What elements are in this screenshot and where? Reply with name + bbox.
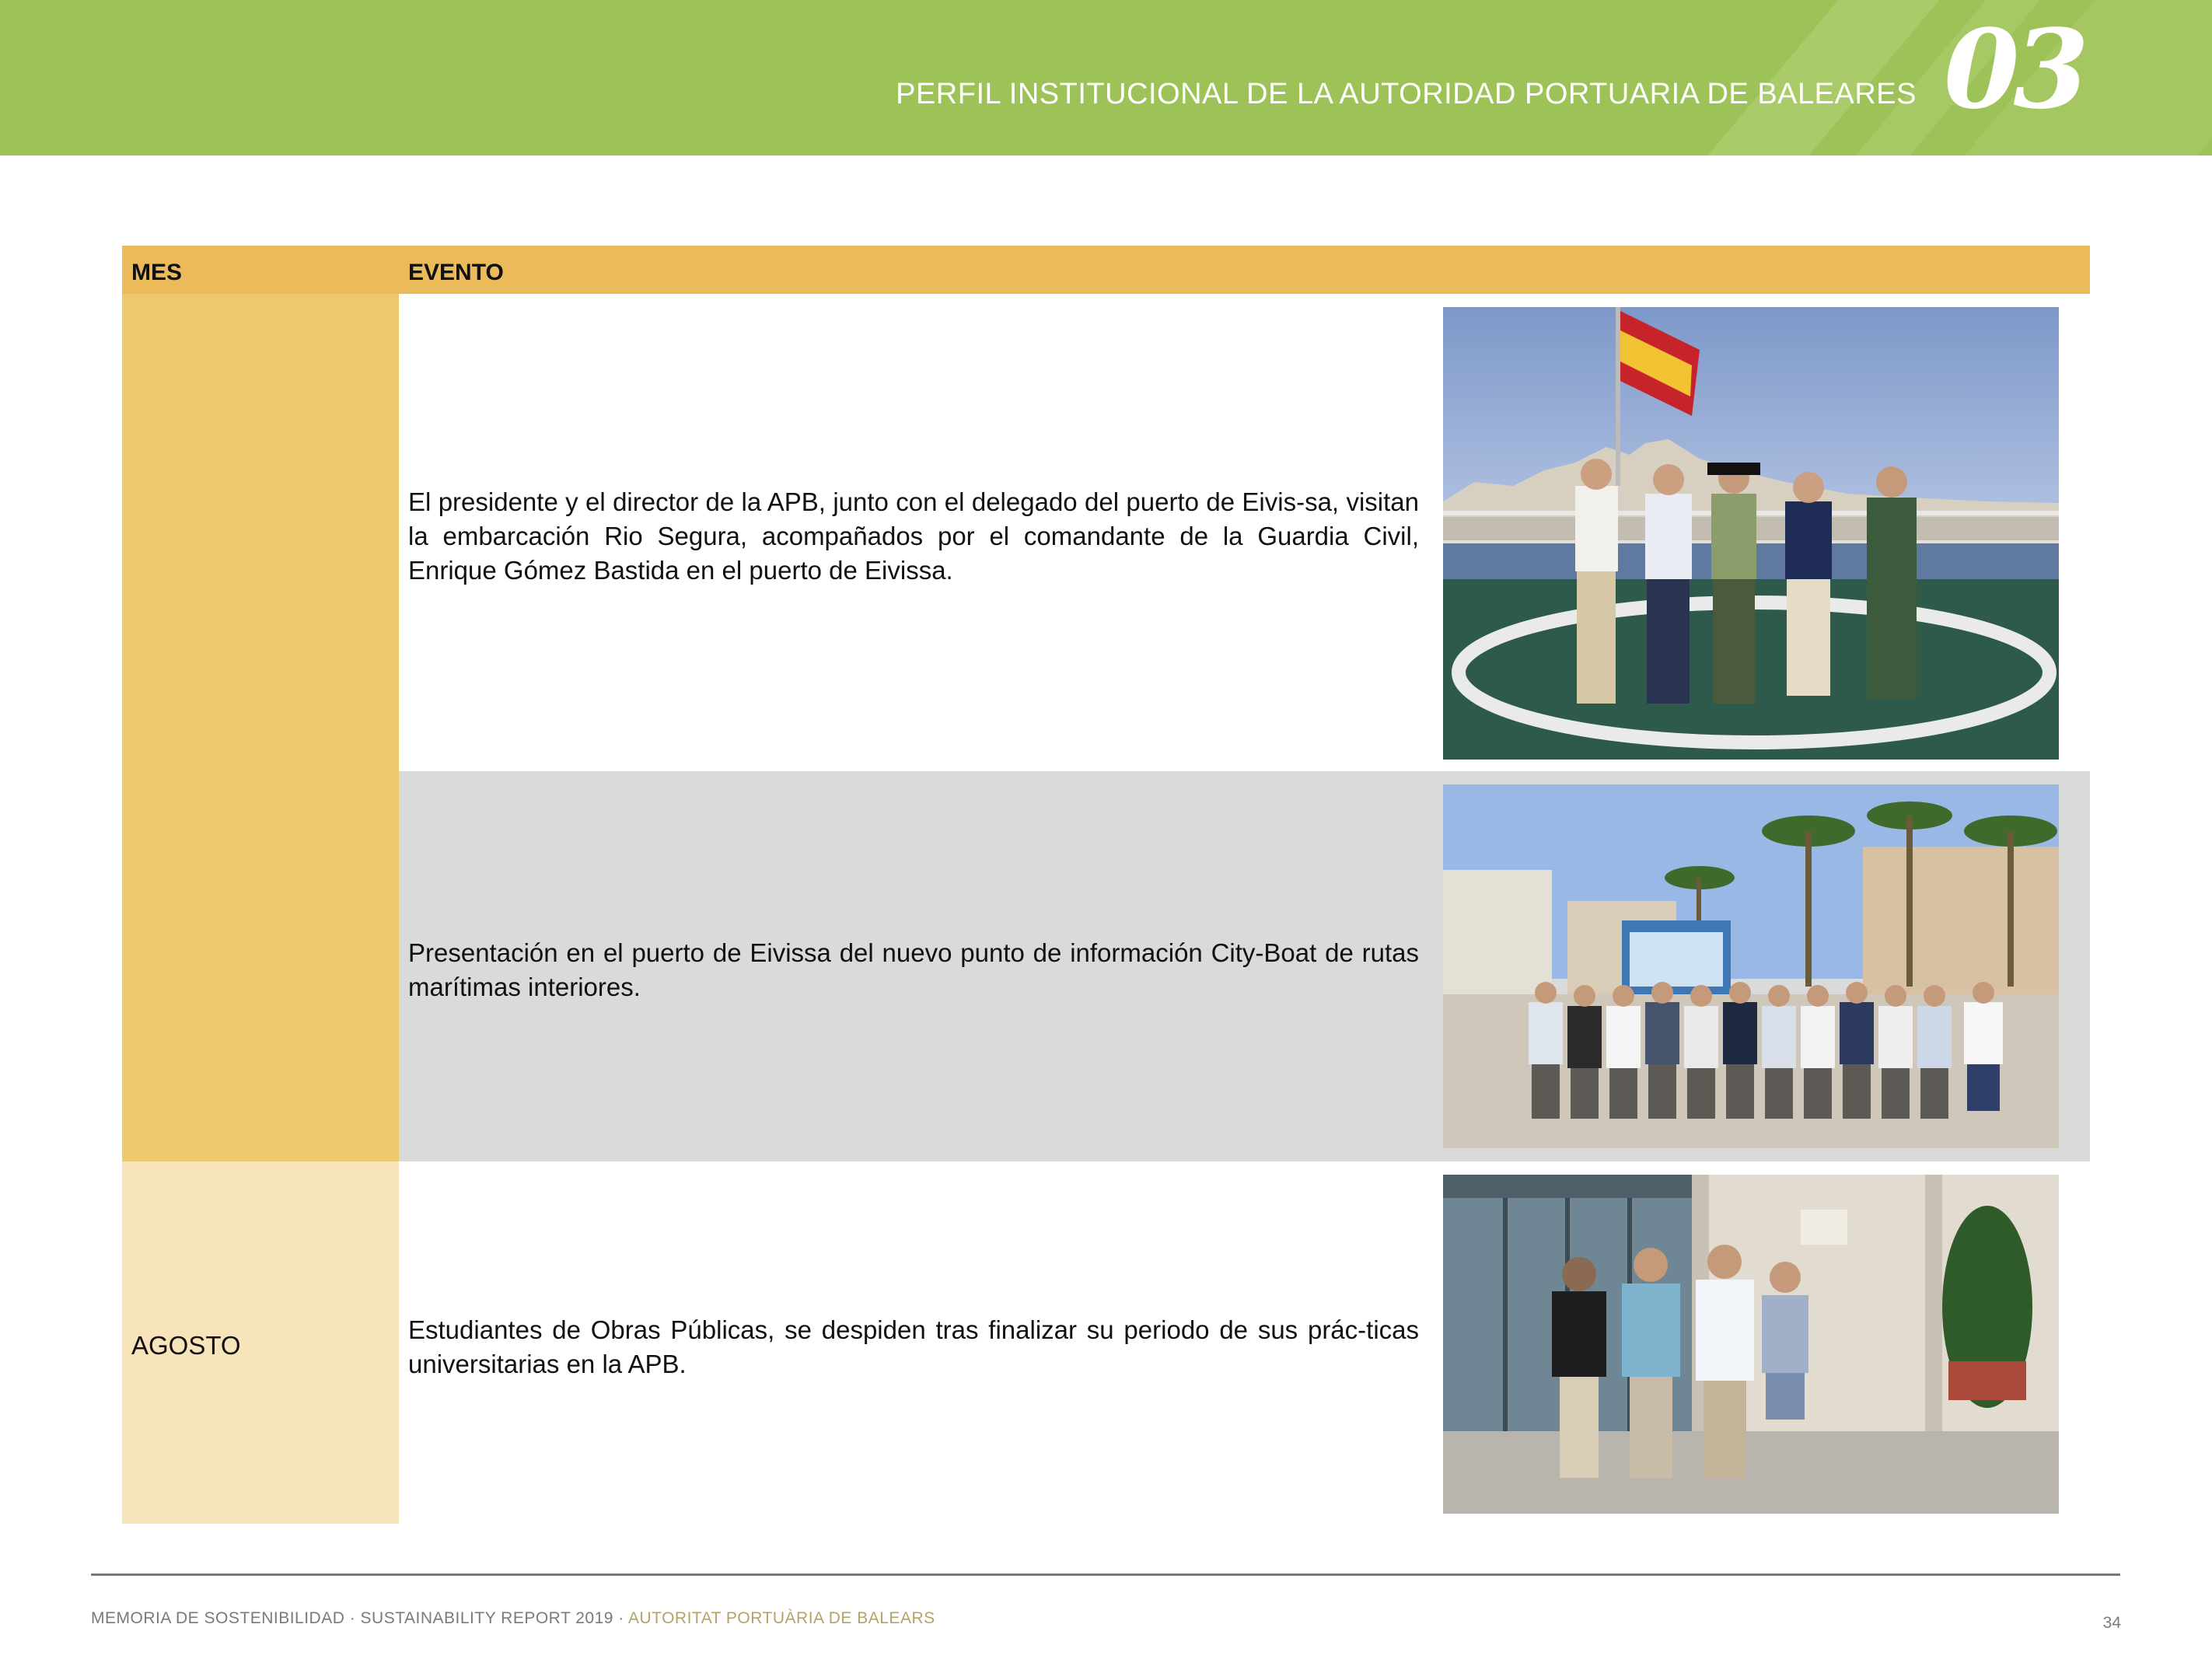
column-header-evento: EVENTO [408,260,504,285]
footer-rule [91,1573,2120,1576]
section-title: PERFIL INSTITUCIONAL DE LA AUTORIDAD PORTUARIA DE BALEARES [896,78,1917,110]
footer-report-name: MEMORIA DE SOSTENIBILIDAD · SUSTAINABILITY REPORT 2019 · [91,1609,628,1627]
event-photo-harbor-group [1443,307,2059,760]
chapter-number: 03 [1944,6,2083,134]
column-header-mes: MES [131,260,183,285]
month-label: AGOSTO [131,1331,241,1360]
event-description: Presentación en el puerto de Eivissa del nuevo punto de información City-Boat de rutas marítimas interiores. [408,938,1419,1001]
month-cell [122,294,399,1161]
month-cell [122,1161,399,1524]
footer-organization: AUTORITAT PORTUÀRIA DE BALEARS [627,1609,935,1627]
header-band [0,0,2212,155]
table-row [399,294,2090,771]
event-photo-students [1443,1175,2059,1514]
event-description: El presidente y el director de la APB, junto con el delegado del puerto de Eivis-sa, visitan la embarcación Rio Segura, acompañados por el comandante de la Guardia Civil, Enrique Gómez Bastida en el puerto de Eivissa. [408,487,1419,585]
event-photo-cityboat-group [1443,784,2059,1148]
page-number: 34 [2102,1614,2121,1632]
event-description: Estudiantes de Obras Públicas, se despiden tras finalizar su periodo de sus prác-ticas universitarias en la APB. [408,1315,1419,1378]
footer-text [91,1609,935,1628]
table-header [122,246,2090,294]
table-row [399,1161,2090,1524]
table-row [399,771,2090,1161]
